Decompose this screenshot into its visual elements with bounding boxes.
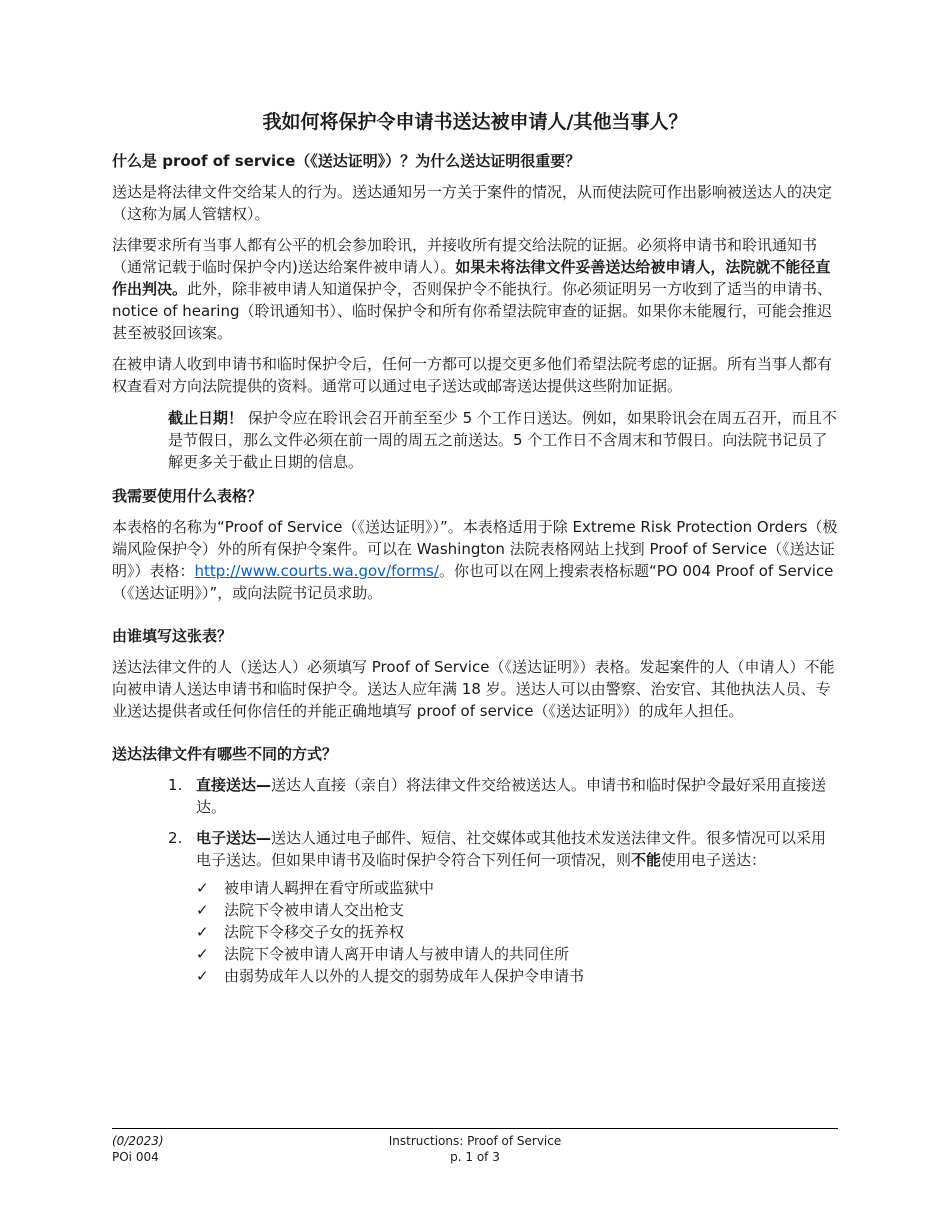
list-item-personal-service: [112, 774, 838, 818]
doc-title: Instructions: Proof of Service: [388, 1134, 562, 1148]
form-text-start: 本表格的名称为“Proof of Service（《送达证明》）”。本表格适用于除 Extreme Risk Protection Orders（极端风险保护令）外的所有保护令案件。可以在 Washington 法院表格网站上找到 Proof of Service（《送达证明》）表格：: [112, 517, 838, 580]
deadline-callout: [168, 407, 838, 473]
requirement-text-start: 法律要求所有当事人都有公平的机会参加聆讯，并接收所有提交给法院的证据。必须将申请书和聆讯通知书（通常记载于临时保护令内)送达给案件被申请人）。: [112, 235, 818, 276]
method-text: 送达人直接（亲自）将法律文件交给被送达人。申请书和临时保护令最好采用直接送达。: [196, 775, 827, 816]
requirement-bold-text: 如果未将法律文件妥善送达给被申请人，法院就不能径直作出判决。: [112, 257, 831, 298]
list-number: 1.: [168, 775, 183, 794]
list-item: ✓ 法院下令被申请人交出枪支: [196, 900, 405, 919]
document-body: [112, 110, 838, 996]
check-icon: ✓: [196, 878, 209, 897]
section-heading-form: 我需要使用什么表格？: [112, 486, 263, 505]
service-methods-list: [112, 774, 838, 987]
section-heading-who-fills: 由谁填写这张表？: [112, 626, 233, 645]
exception-list: [196, 877, 838, 987]
list-item: ✓ 被申请人羁押在看守所或监狱中: [196, 878, 435, 897]
check-icon: ✓: [196, 944, 209, 963]
method-label: 电子送达—: [196, 828, 272, 847]
check-icon: ✓: [196, 966, 209, 985]
list-item: ✓ 法院下令移交子女的抚养权: [196, 922, 405, 941]
list-item: ✓ 由弱势成年人以外的人提交的弱势成年人保护令申请书: [196, 966, 585, 985]
method-label: 直接送达—: [196, 775, 272, 794]
check-icon: ✓: [196, 900, 209, 919]
list-item: ✓ 法院下令被申请人离开申请人与被申请人的共同住所: [196, 944, 570, 963]
page-number: p. 1 of 3: [450, 1150, 500, 1164]
check-icon: ✓: [196, 922, 209, 941]
requirement-text-end: 此外，除非被申请人知道保护令，否则保护令不能执行。你必须证明另一方收到了适当的申请书、notice of hearing（聆讯通知书）、临时保护令和所有你希望法院审查的证据。如果你未能履行，可能会推迟甚至被驳回该案。: [112, 279, 833, 342]
deadline-label: 截止日期！: [168, 408, 244, 427]
list-item-electronic-service: [112, 827, 838, 987]
method-text: 送达人通过电子邮件、短信、社交媒体或其他技术发送法律文件。很多情况可以采用电子送达。但如果申请书及临时保护令符合下列任何一项情况，则: [196, 828, 827, 869]
paragraph-form-info: [112, 516, 838, 604]
method-text-end: 使用电子送达：: [661, 850, 767, 869]
paragraph-additional-evidence: 在被申请人收到申请书和临时保护令后，任何一方都可以提交更多他们希望法院考虑的证据。所有当事人都有权查看对方向法院提供的资料。通常可以通过电子送达或邮寄送达提供这些附加证据。: [112, 354, 833, 395]
page-footer: [112, 1128, 838, 1164]
form-text-end: 。你也可以在网上搜索表格标题“PO 004 Proof of Service（《送达证明》）”，或向法院书记员求助。: [112, 561, 834, 602]
paragraph-service-requirement: [112, 234, 838, 344]
paragraph-service-definition: 送达是将法律文件交给某人的行为。送达通知另一方关于案件的情况，从而使法院可作出影响被送达人的决定（这称为属人管辖权）。: [112, 182, 833, 223]
list-number: 2.: [168, 828, 183, 847]
forms-link[interactable]: http://www.courts.wa.gov/forms/: [194, 561, 439, 580]
form-id: POi 004: [112, 1150, 159, 1164]
method-bold-text: 不能: [631, 850, 662, 869]
footer-center: [112, 1133, 838, 1165]
section-heading-methods: 送达法律文件有哪些不同的方式？: [112, 744, 338, 763]
deadline-text: 保护令应在聆讯会召开前至至少 5 个工作日送达。例如，如果聆讯会在周五召开，而且不是节假日，那么文件必须在前一周的周五之前送达。5 个工作日不含周末和节假日。向法院书记员了解更多关于截止日期的信息。: [168, 408, 837, 471]
section-heading-proof-of-service: 什么是 proof of service（《送达证明》）？为什么送达证明很重要？: [112, 151, 581, 170]
paragraph-who-fills: 送达法律文件的人（送达人）必须填写 Proof of Service（《送达证明》）表格。发起案件的人（申请人）不能向被申请人送达申请书和临时保护令。送达人应年满 18 岁。送达人可以由警察、治安官、其他执法人员、专业送达提供者或任何你信任的并能正确地填写 proof of service（《送达证明》）的成年人担任。: [112, 657, 835, 720]
form-version: (0/2023): [112, 1134, 164, 1148]
page-title: 我如何将保护令申请书送达被申请人/其他当事人？: [262, 111, 688, 133]
